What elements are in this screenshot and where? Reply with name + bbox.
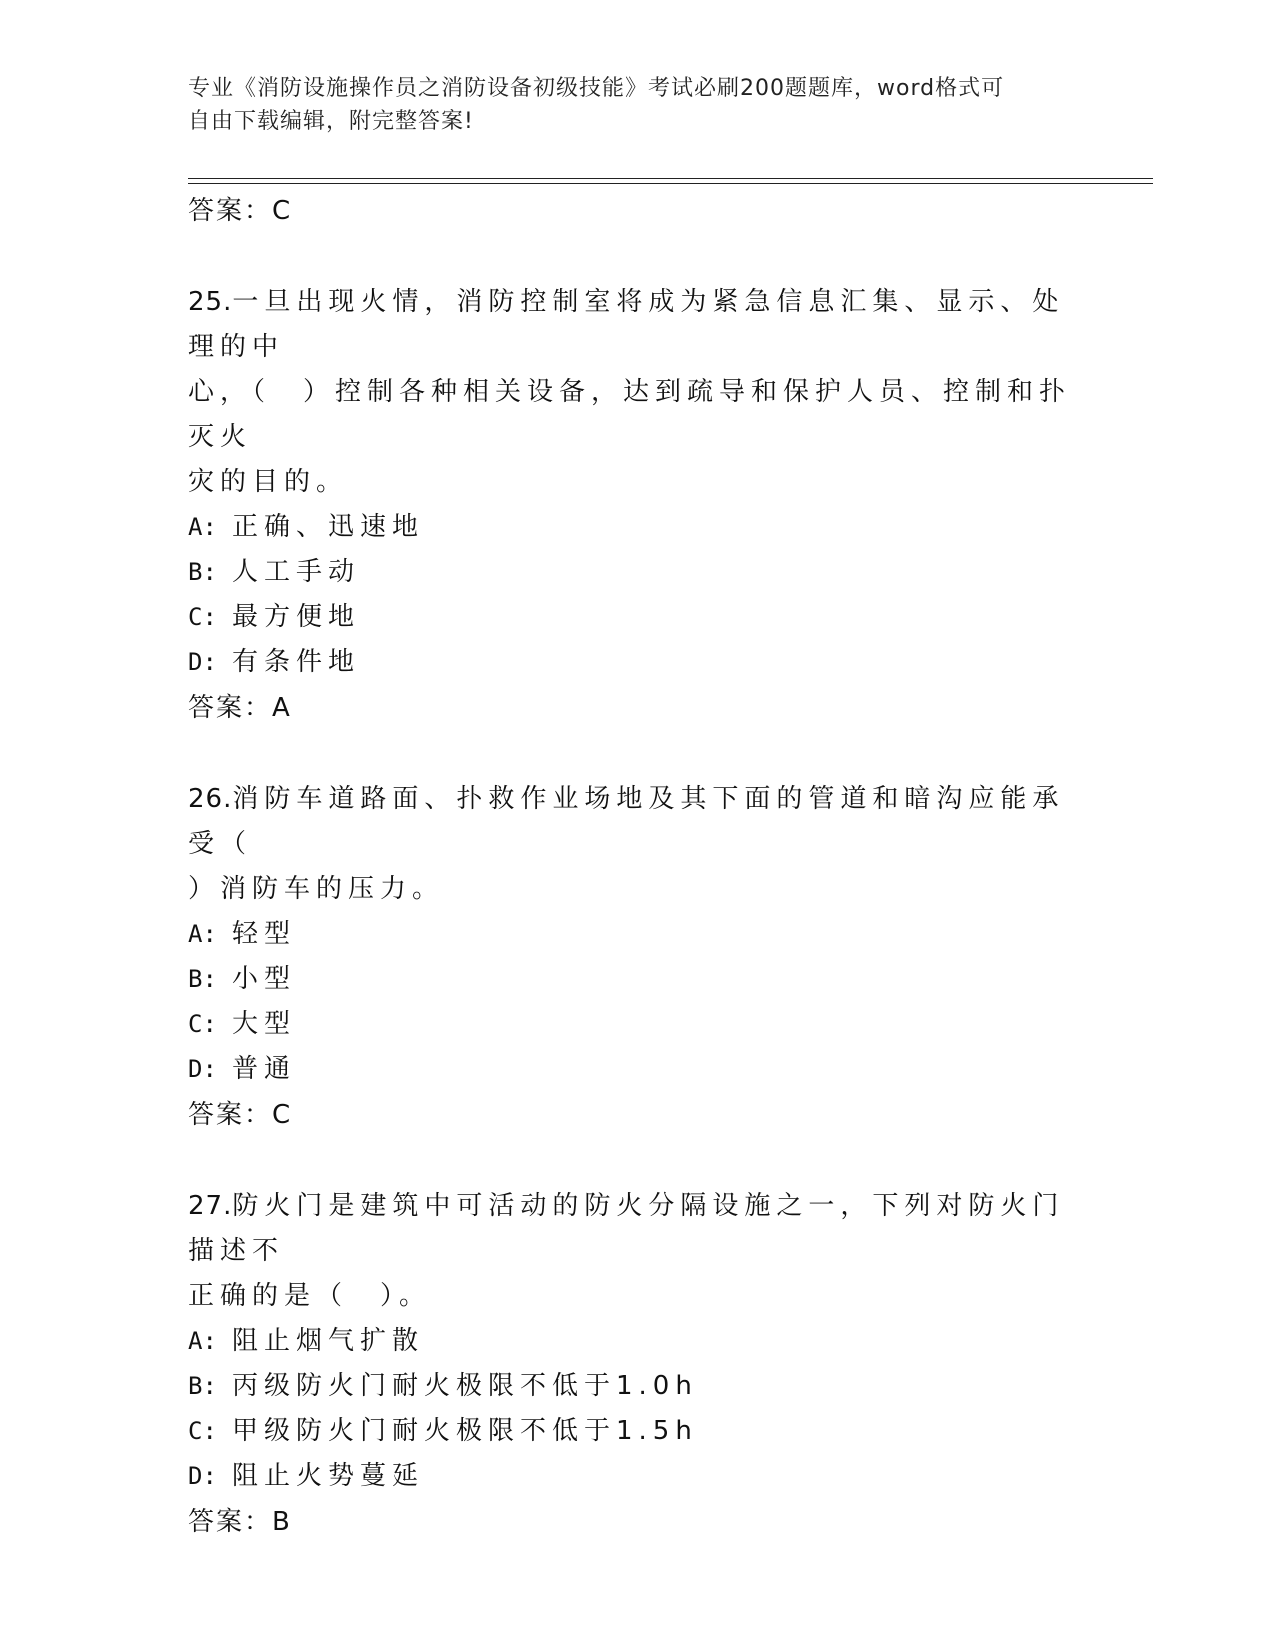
header-line-2: 自由下载编辑，附完整答案! [188,109,474,134]
answer-line [188,188,1088,234]
answer-line [188,685,1088,731]
answer-label: 答案： [188,196,273,226]
question-line: 心，（ ）控制各种相关设备，达到疏导和保护人员、控制和扑灭火 [188,377,1072,452]
answer-value: C [272,196,293,226]
option-d [188,1047,1088,1092]
option-b [188,550,1088,595]
answer-value: B [272,1507,292,1537]
option-text: 阻止烟气扩散 [232,1326,425,1356]
question-block [188,1184,1088,1545]
answer-line [188,1092,1088,1138]
option-text: 有条件地 [232,647,361,677]
question-block [188,777,1088,1138]
document-header [188,72,1068,138]
option-key: B: [188,965,217,993]
question-line: 灾的目的。 [188,467,349,497]
option-key: A: [188,513,217,541]
document-body [188,188,1088,1545]
option-a [188,505,1088,550]
option-key: D: [188,648,217,676]
answer-value: C [272,1100,293,1130]
option-a [188,912,1088,957]
option-a [188,1319,1088,1364]
question-number: 25. [188,287,233,317]
option-text: 丙级防火门耐火极限不低于1.0h [232,1371,698,1401]
question-text [188,280,1088,505]
option-d [188,1454,1088,1499]
answer-line [188,1499,1088,1545]
option-d [188,640,1088,685]
header-line-1: 专业《消防设施操作员之消防设备初级技能》考试必刷200题题库，word格式可 [188,76,1005,101]
answer-label: 答案： [188,1100,273,1130]
option-key: C: [188,1010,217,1038]
option-key: A: [188,1327,217,1355]
option-text: 人工手动 [232,557,361,587]
option-key: D: [188,1055,217,1083]
question-line: ）消防车的压力。 [188,874,445,904]
option-text: 最方便地 [232,602,361,632]
question-text [188,1184,1088,1319]
option-b [188,957,1088,1002]
option-c [188,595,1088,640]
option-key: B: [188,558,217,586]
option-text: 轻型 [232,919,297,949]
question-block [188,280,1088,731]
question-number: 26. [188,784,233,814]
question-number: 27. [188,1191,233,1221]
option-key: B: [188,1372,217,1400]
question-line: 一旦出现火情，消防控制室将成为紧急信息汇集、显示、处理的中 [188,287,1065,362]
question-line: 消防车道路面、扑救作业场地及其下面的管道和暗沟应能承受（ [188,784,1065,859]
question-line: 正确的是（ ）。 [188,1281,432,1311]
answer-value: A [272,693,292,723]
option-text: 阻止火势蔓延 [232,1461,425,1491]
option-key: C: [188,603,217,631]
option-key: D: [188,1462,217,1490]
question-line: 防火门是建筑中可活动的防火分隔设施之一，下列对防火门描述不 [188,1191,1065,1266]
option-text: 大型 [232,1009,297,1039]
option-key: C: [188,1417,217,1445]
option-b [188,1364,1088,1409]
answer-label: 答案： [188,693,273,723]
option-text: 小型 [232,964,297,994]
answer-label: 答案： [188,1507,273,1537]
option-text: 甲级防火门耐火极限不低于1.5h [232,1416,698,1446]
option-c [188,1002,1088,1047]
option-text: 正确、迅速地 [232,512,425,542]
option-c [188,1409,1088,1454]
header-divider [188,178,1153,184]
option-text: 普通 [232,1054,297,1084]
option-key: A: [188,920,217,948]
question-text [188,777,1088,912]
